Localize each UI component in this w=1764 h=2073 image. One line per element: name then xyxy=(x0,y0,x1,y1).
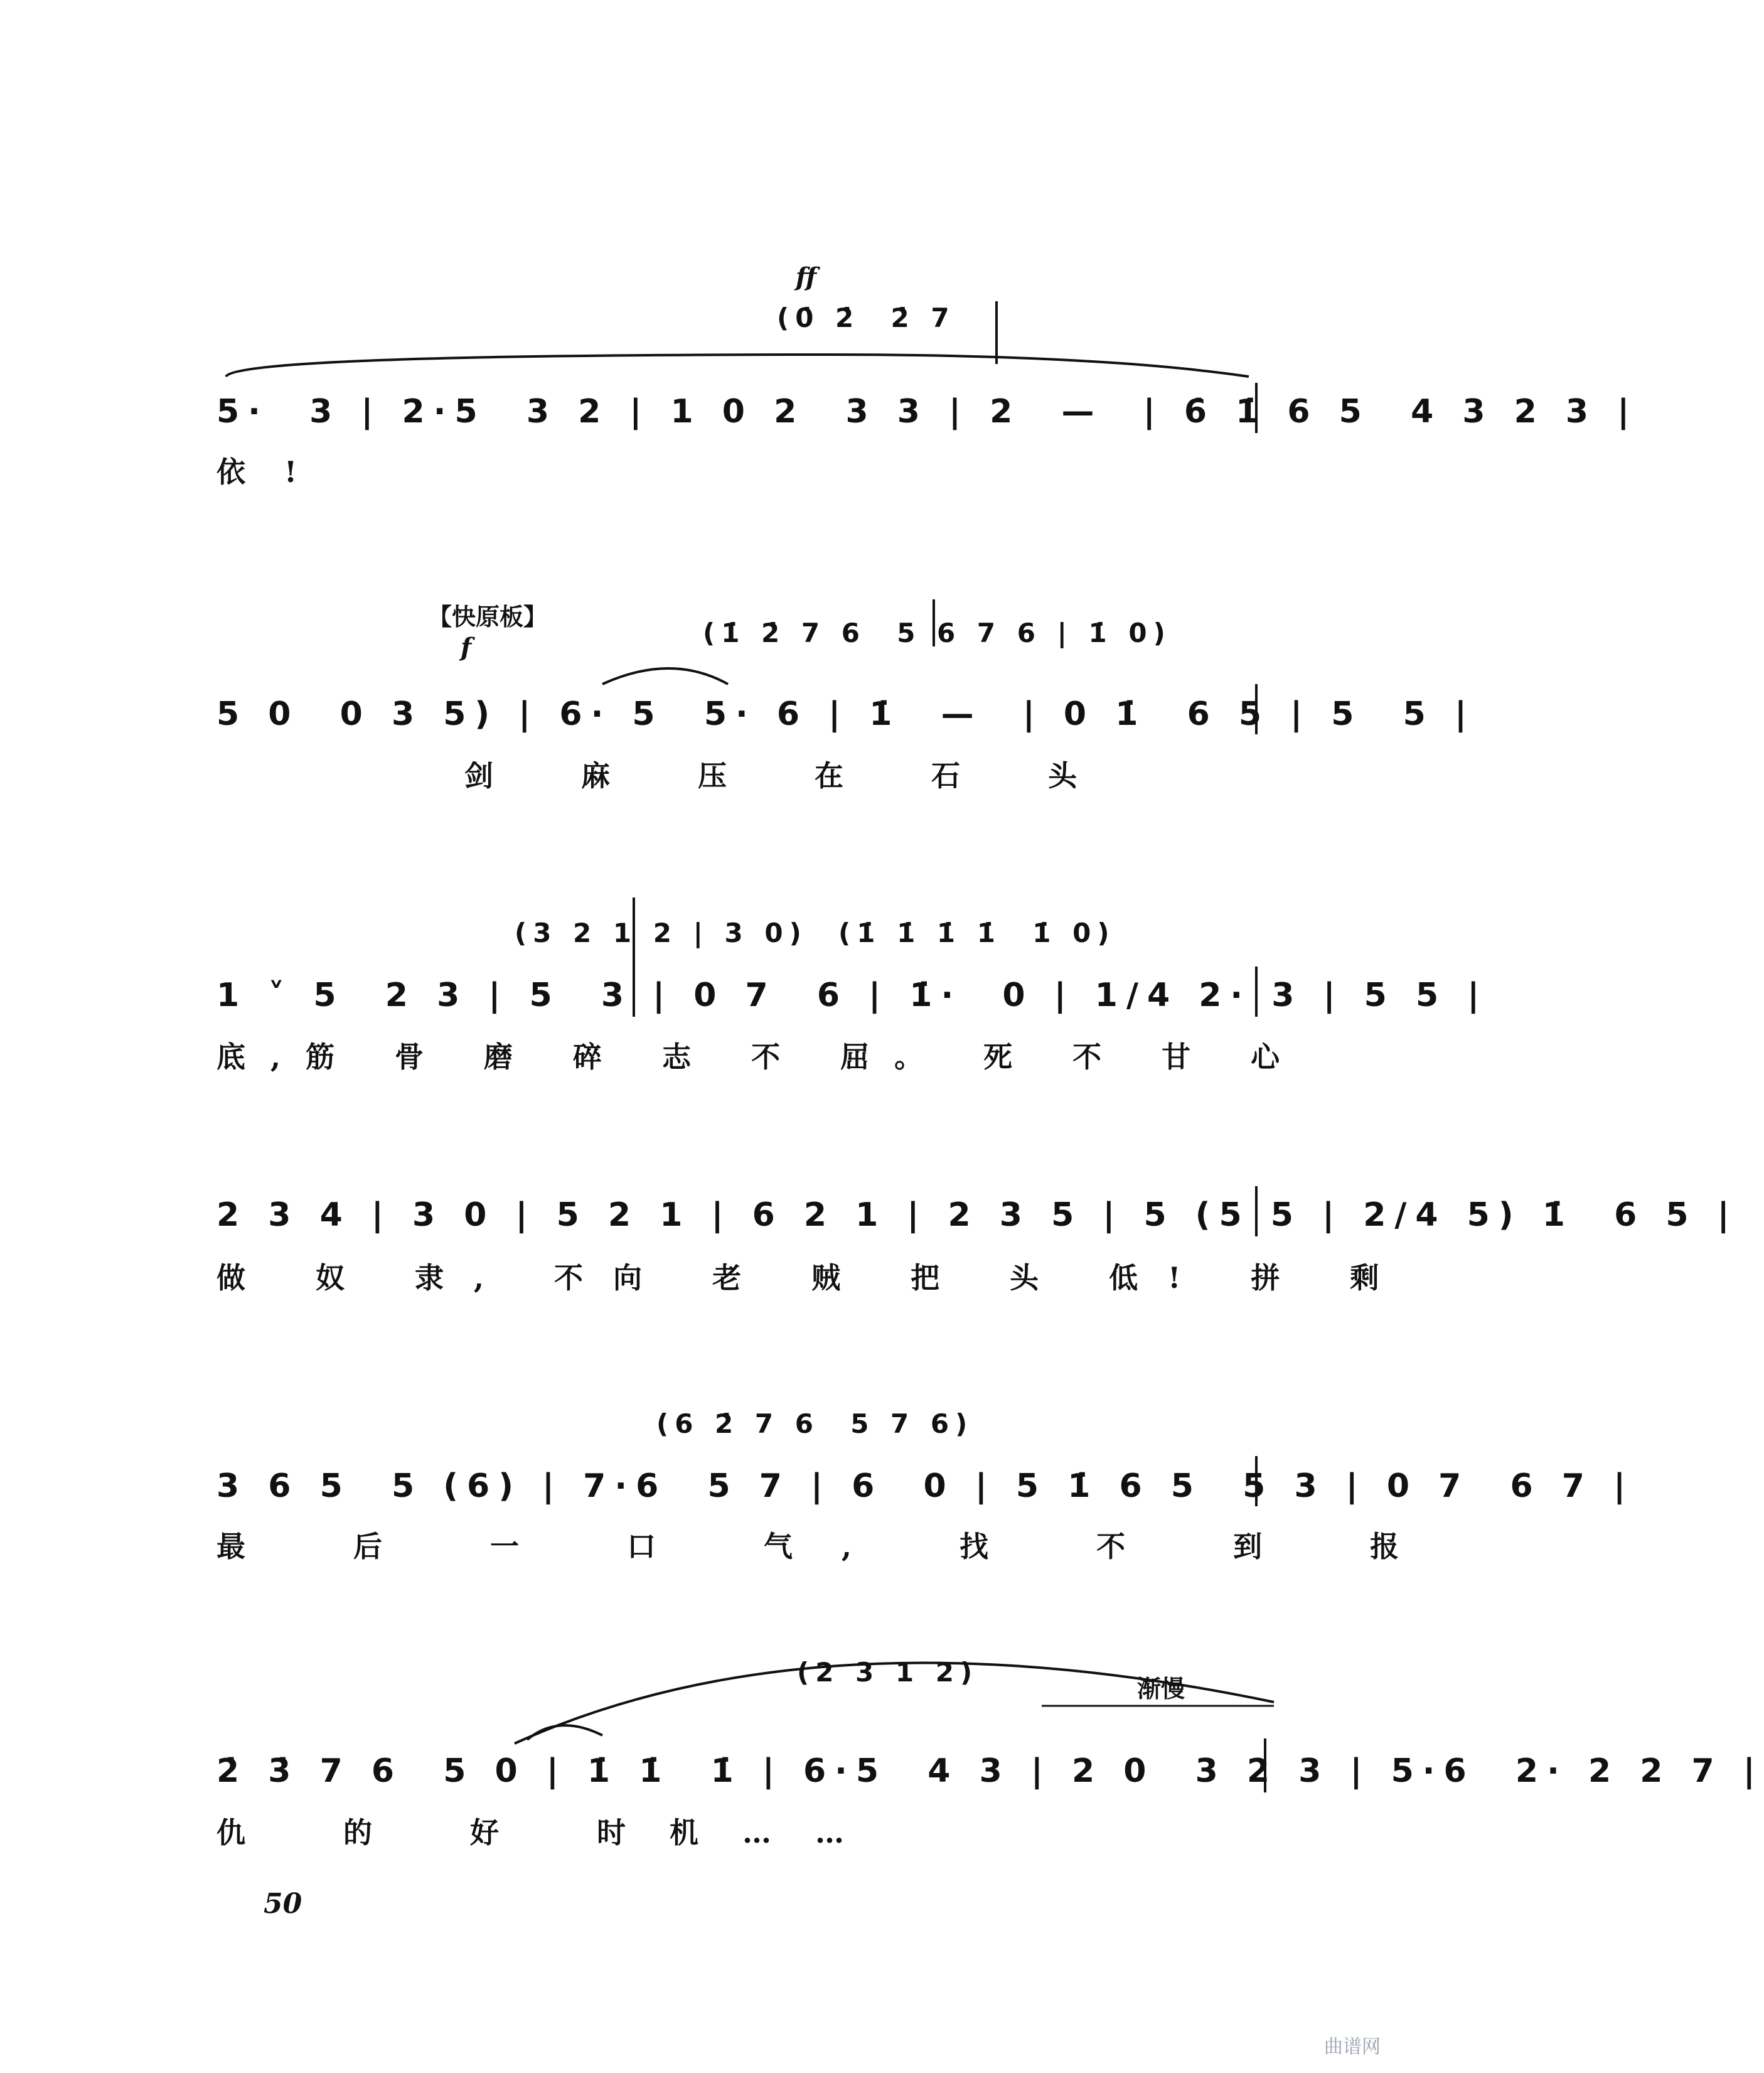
lyric-line: 仇 的 好 时机…… xyxy=(216,1816,889,1850)
lyric-line: 剑 麻 压 在 石 头 xyxy=(464,759,1116,793)
notation-line: 1 ˅ 5 2 3 | 5 3 | 0 7 6 | 1̇· 0 | 1/4 2· 3 | 5 5 | xyxy=(216,977,1489,1014)
instrumental-line: (2 3 1 2) xyxy=(797,1657,979,1688)
instrumental-line: (6 2̇ 7 6 5 7 6) xyxy=(656,1408,974,1439)
instrumental-line: (1̇ 2̇ 7 6 5 6 7 6 | 1̇ 0) xyxy=(703,618,1172,648)
notation-line: 3 6 5 5 (6) | 7·6 5 7 | 6 0 | 5 1̇ 6 5 5 3 | 0 7 6 7 | xyxy=(216,1467,1635,1505)
lyric-line: 做 奴 隶, 不向 老 贼 把 头 低! 拼 剩 xyxy=(216,1261,1409,1295)
tempo-marking: 【快原板】 xyxy=(428,603,548,631)
slur-system-1 xyxy=(226,355,1249,377)
instrumental-line: (0̇ 2̇ 2̇ 7 xyxy=(777,303,956,333)
notation-line: 2̇ 3̇ 7 6 5 0 | 1̇ 1̇ 1̇ | 6·5 4 3 | 2 0 3 2 3 | 5·6 2· 2 2 7 | xyxy=(216,1752,1764,1790)
slur-system-6 xyxy=(515,1663,1274,1744)
notation-line: 5· 3 | 2·5 3 2 | 1 0 2 3 3 | 2 — | 6̇ 1̇ 6 5 4 3 2 3 | xyxy=(216,393,1638,431)
notation-line: 2 3 4 | 3 0 | 5 2 1 | 6 2 1 | 2 3 5 | 5 (5 5 | 2/4 5) 1̇ 6 5 | xyxy=(216,1196,1738,1234)
slur-system-2 xyxy=(602,668,728,684)
lyric-line: 依! xyxy=(216,455,336,489)
lyric-line: 底,筋 骨 磨 碎 志 不 屈。 死 不 甘 心 xyxy=(216,1040,1305,1074)
watermark-text: 曲谱网 xyxy=(1324,2036,1381,2058)
dynamic-f: f xyxy=(461,633,472,662)
notation-line: 5 0 0 3 5) | 6· 5 5· 6 | 1̇ — | 0 1̇ 6 5 | 5 5 | xyxy=(216,695,1475,733)
dynamic-ff: ff xyxy=(796,262,817,292)
tempo-marking: 渐慢 xyxy=(1137,1674,1185,1703)
page-number: 50 xyxy=(264,1888,302,1920)
lyric-line: 最 后 一 口 气, 找 不 到 报 xyxy=(216,1529,1448,1563)
instrumental-line: (3 2 1 2 | 3 0) (1̇ 1̇ 1̇ 1̇ 1̇ 0) xyxy=(515,918,1116,948)
